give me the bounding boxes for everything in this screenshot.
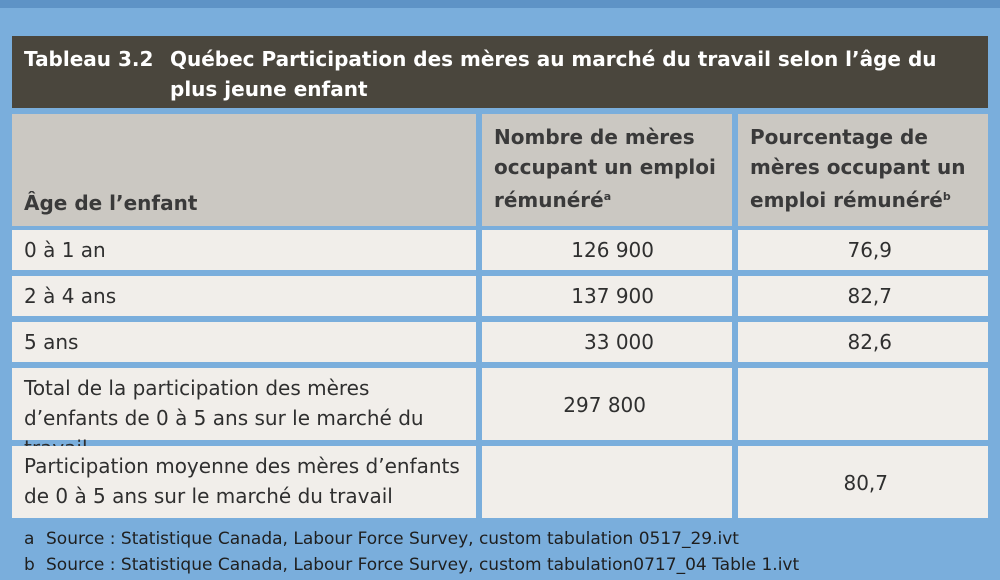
header-age <box>12 114 476 226</box>
table-number: Tableau 3.2 <box>24 47 154 71</box>
footnote-a <box>24 528 739 550</box>
header-percent-footnote: b <box>942 190 951 203</box>
table-title-bar <box>12 36 988 108</box>
table-row <box>12 230 476 270</box>
row-age: 0 à 1 an <box>24 238 106 262</box>
row-percent: 82,6 <box>847 330 892 354</box>
table-row <box>738 322 988 362</box>
footnote-b-text: Source : Statistique Canada, Labour Force Survey, custom tabulation0717_04 Table 1.ivt <box>46 555 800 575</box>
row-percent: 76,9 <box>847 238 892 262</box>
table-row <box>738 368 988 440</box>
row-total-label: Total de la participation des mères d’enfants de 0 à 5 ans sur le marché du <box>24 376 424 430</box>
footnote-b-label: b <box>24 555 35 575</box>
row-total-count: 297 800 <box>563 393 646 417</box>
header-count-label: Nombre de mères occupant un emploi rémunéré <box>494 125 716 212</box>
table-row <box>482 230 732 270</box>
row-average-percent: 80,7 <box>843 471 888 495</box>
table-row <box>12 368 476 440</box>
table-row <box>738 446 988 518</box>
header-percent <box>738 114 988 226</box>
header-age-label: Âge de l’enfant <box>24 191 198 215</box>
row-percent: 82,7 <box>847 284 892 308</box>
table-row <box>482 446 732 518</box>
footnote-a-text: Source : Statistique Canada, Labour Force Survey, custom tabulation 0517_29.ivt <box>46 529 739 549</box>
row-count: 33 000 <box>584 330 654 354</box>
table-row <box>12 446 476 518</box>
table-row <box>482 276 732 316</box>
table-title: Québec Participation des mères au marché du travail selon l’âge du plus jeune enfant <box>170 47 937 101</box>
footnote-b <box>24 554 799 576</box>
header-percent-label: Pourcentage de mères occupant un emploi rémunéré <box>750 125 966 212</box>
table-row <box>738 276 988 316</box>
header-count <box>482 114 732 226</box>
row-count: 137 900 <box>571 284 654 308</box>
table-row <box>738 230 988 270</box>
row-age: 5 ans <box>24 330 79 354</box>
table-row <box>482 322 732 362</box>
footnote-a-label: a <box>24 529 35 549</box>
table-row <box>12 276 476 316</box>
header-count-footnote: a <box>603 190 612 203</box>
row-age: 2 à 4 ans <box>24 284 117 308</box>
row-count: 126 900 <box>571 238 654 262</box>
table-row <box>12 322 476 362</box>
row-average-label: Participation moyenne des mères d’enfants de 0 à 5 ans sur le marché du travail <box>24 454 460 508</box>
table-row <box>482 368 732 440</box>
